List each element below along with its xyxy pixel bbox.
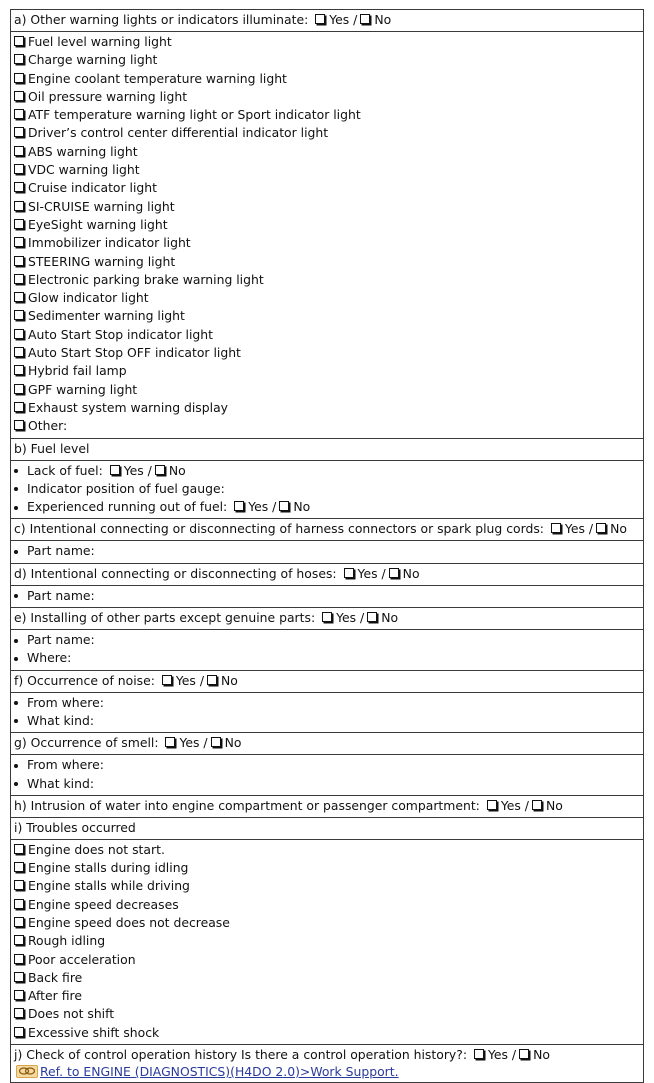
list-item [13, 271, 641, 289]
checkbox-icon[interactable] [14, 1008, 24, 1018]
yes-label: Yes [487, 1047, 508, 1063]
no-label: No [293, 499, 311, 515]
item-label: Sedimenter warning light [28, 308, 185, 324]
checkbox-icon[interactable] [315, 14, 325, 24]
checkbox-icon[interactable] [14, 292, 24, 302]
checkbox-icon[interactable] [14, 201, 24, 211]
item-label: Glow indicator light [28, 290, 149, 306]
item-label: Fuel level warning light [28, 34, 172, 49]
yes-no-choice: Yes / No [107, 463, 186, 478]
item-label: Oil pressure warning light [28, 88, 188, 104]
yes-no-choice: Yes / No [548, 521, 627, 536]
item-label: Engine stalls during idling [28, 860, 189, 876]
no-label: No [221, 672, 238, 688]
section-e-list [11, 629, 643, 670]
checkbox-icon[interactable] [14, 347, 24, 357]
bullet-icon [14, 764, 18, 768]
questionnaire-table [10, 9, 644, 1083]
checkbox-icon[interactable] [14, 73, 24, 83]
part-name-label: Part name: [27, 587, 95, 603]
section-a-header [11, 10, 643, 31]
checkbox-icon[interactable] [14, 146, 24, 156]
yes-label: Yes [123, 462, 144, 478]
list-item [13, 932, 641, 950]
item-label: Cruise indicator light [28, 180, 158, 196]
what-kind-label: What kind: [27, 775, 95, 791]
checkbox-icon[interactable] [14, 972, 24, 982]
list-item [13, 143, 641, 161]
bullet-icon [14, 701, 18, 705]
item-label: Exhaust system warning display [28, 399, 228, 415]
list-item [13, 161, 641, 179]
checkbox-icon[interactable] [211, 737, 221, 747]
lack-of-fuel-label: Lack of fuel: [27, 462, 103, 478]
yes-no-choice: Yes / No [319, 610, 398, 625]
section-i-header [11, 817, 643, 839]
no-label: No [374, 12, 392, 27]
checkbox-icon[interactable] [360, 14, 370, 24]
item-label: STEERING warning light [28, 253, 176, 269]
reference-row [14, 1063, 641, 1081]
section-f-title: f) Occurrence of noise: [14, 672, 155, 688]
item-label: Back fire [28, 969, 83, 985]
from-where-label: From where: [27, 757, 104, 773]
checkbox-icon[interactable] [14, 164, 24, 174]
yes-no-choice: Yes / No [341, 566, 420, 581]
item-label: VDC warning light [28, 162, 140, 178]
list-item [13, 33, 641, 51]
yes-label: Yes [500, 797, 521, 813]
bullet-icon [14, 469, 18, 473]
section-i-title: i) Troubles occurred [14, 819, 136, 835]
section-g-title: g) Occurrence of smell: [14, 735, 159, 751]
where-label: Where: [27, 650, 72, 666]
bullet-icon [14, 487, 18, 491]
checkbox-icon[interactable] [14, 109, 24, 119]
section-h-title: h) Intrusion of water into engine compartment or passenger compartment: [14, 797, 480, 813]
item-label: SI-CRUISE warning light [28, 198, 175, 214]
section-i-list [11, 839, 643, 1044]
yes-no-choice: Yes / No [159, 673, 238, 688]
yes-label: Yes [175, 672, 196, 688]
checkbox-icon[interactable] [14, 219, 24, 229]
list-item [13, 694, 641, 712]
list-item [13, 877, 641, 895]
section-b-title: b) Fuel level [14, 440, 90, 456]
no-label: No [610, 521, 627, 537]
list-item [13, 253, 641, 271]
yes-label: Yes [336, 610, 357, 626]
bullet-icon [14, 506, 18, 510]
checkbox-icon[interactable] [14, 237, 24, 247]
yes-no-choice: Yes / No [162, 735, 241, 750]
list-item [13, 631, 641, 649]
no-label: No [381, 610, 399, 626]
list-item [13, 1024, 641, 1042]
checkbox-icon[interactable] [519, 1049, 529, 1059]
checkbox-icon[interactable] [14, 310, 24, 320]
checkbox-icon[interactable] [344, 568, 354, 578]
bullet-icon [14, 657, 18, 661]
yes-no-choice: Yes / No [471, 1047, 550, 1062]
section-f-header [11, 670, 643, 692]
section-g-header [11, 732, 643, 754]
checkbox-icon[interactable] [14, 917, 24, 927]
item-label: Immobilizer indicator light [28, 235, 191, 251]
checkbox-icon[interactable] [165, 737, 175, 747]
checkbox-icon[interactable] [14, 182, 24, 192]
list-item [13, 344, 641, 362]
list-item [13, 216, 641, 234]
checkbox-icon[interactable] [162, 675, 172, 685]
bullet-icon [14, 782, 18, 786]
no-label: No [168, 462, 186, 478]
list-item [13, 841, 641, 859]
checkbox-icon[interactable] [110, 465, 120, 475]
section-d-header [11, 563, 643, 585]
checkbox-icon[interactable] [14, 880, 24, 890]
list-item [13, 775, 641, 793]
section-c-header [11, 518, 643, 540]
list-item [13, 498, 641, 516]
list-item [13, 362, 641, 380]
link-chain-icon[interactable] [16, 1065, 38, 1078]
list-item [13, 649, 641, 667]
list-item [13, 914, 641, 932]
list-item [13, 542, 641, 560]
item-label: Electronic parking brake warning light [28, 271, 264, 287]
checkbox-icon[interactable] [14, 274, 24, 284]
list-item [13, 399, 641, 417]
checkbox-icon[interactable] [14, 54, 24, 64]
checkbox-icon[interactable] [207, 675, 217, 685]
checkbox-icon[interactable] [551, 523, 561, 533]
section-c-list [11, 540, 643, 562]
item-label: ATF temperature warning light or Sport indicator light [28, 107, 361, 123]
bullet-icon [14, 639, 18, 643]
checkbox-icon[interactable] [155, 465, 165, 475]
yes-no-choice: Yes / No [231, 499, 310, 514]
yes-label: Yes [248, 499, 269, 515]
list-item [13, 70, 641, 88]
checkbox-icon[interactable] [14, 862, 24, 872]
item-label: GPF warning light [28, 381, 138, 397]
no-label: No [533, 1047, 550, 1063]
what-kind-label: What kind: [27, 712, 95, 728]
checkbox-icon[interactable] [14, 365, 24, 375]
list-item [13, 859, 641, 877]
item-label: Does not shift [28, 1006, 115, 1022]
section-e-title: e) Installing of other parts except genuine parts: [14, 610, 316, 626]
section-j-title: j) Check of control operation history Is there a control operation history?: [14, 1047, 468, 1063]
checkbox-icon[interactable] [14, 899, 24, 909]
list-item [13, 124, 641, 142]
checkbox-icon[interactable] [322, 612, 332, 622]
item-label: Other: [28, 418, 68, 434]
list-item [13, 462, 641, 480]
list-item [13, 417, 641, 435]
list-item [13, 307, 641, 325]
list-item [13, 480, 641, 498]
checkbox-icon[interactable] [367, 612, 377, 622]
checkbox-icon[interactable] [14, 256, 24, 266]
list-item [13, 198, 641, 216]
section-g-list [11, 754, 643, 795]
checkbox-icon[interactable] [532, 800, 542, 810]
item-label: EyeSight warning light [28, 216, 168, 232]
checkbox-icon[interactable] [487, 800, 497, 810]
checkbox-icon[interactable] [14, 127, 24, 137]
checkbox-icon[interactable] [14, 36, 24, 46]
item-label: Hybrid fail lamp [28, 363, 127, 379]
list-item [13, 88, 641, 106]
section-c-title: c) Intentional connecting or disconnecting of harness connectors or spark plug cords: [14, 521, 544, 537]
yes-label: Yes [357, 565, 378, 581]
checkbox-icon[interactable] [14, 420, 24, 430]
checkbox-icon[interactable] [14, 990, 24, 1000]
list-item [13, 987, 641, 1005]
checkbox-icon[interactable] [474, 1049, 484, 1059]
item-label: Engine speed does not decrease [28, 914, 230, 930]
yes-label: Yes [329, 12, 350, 27]
item-label: Poor acceleration [28, 951, 136, 967]
section-h-header [11, 795, 643, 817]
from-where-label: From where: [27, 694, 104, 710]
section-j-header [11, 1044, 643, 1082]
checkbox-icon[interactable] [14, 384, 24, 394]
list-item [13, 381, 641, 399]
list-item [13, 969, 641, 987]
checkbox-icon[interactable] [14, 402, 24, 412]
checkbox-icon[interactable] [14, 935, 24, 945]
list-item [13, 51, 641, 69]
list-item [13, 179, 641, 197]
bullet-icon [14, 550, 18, 554]
yes-label: Yes [564, 521, 585, 537]
item-label: Driver’s control center differential indicator light [28, 125, 329, 141]
list-item [13, 896, 641, 914]
checkbox-icon[interactable] [234, 501, 244, 511]
section-f-list [11, 692, 643, 733]
list-item [13, 756, 641, 774]
section-d-title: d) Intentional connecting or disconnecting of hoses: [14, 565, 337, 581]
part-name-label: Part name: [27, 543, 95, 559]
list-item [13, 1005, 641, 1023]
checkbox-icon[interactable] [14, 1027, 24, 1037]
section-a-title: a) Other warning lights or indicators illuminate: [14, 12, 309, 27]
fuel-gauge-label: Indicator position of fuel gauge: [27, 480, 225, 496]
checkbox-icon[interactable] [389, 568, 399, 578]
engine-diagnostics-link[interactable]: Ref. to ENGINE (DIAGNOSTICS)(H4DO 2.0)>Work Support. [40, 1064, 399, 1080]
list-item [13, 326, 641, 344]
section-b-header [11, 438, 643, 460]
section-e-header [11, 607, 643, 629]
item-label: Auto Start Stop OFF indicator light [28, 345, 241, 361]
item-label: Engine coolant temperature warning light [28, 70, 287, 86]
checkbox-icon[interactable] [596, 523, 606, 533]
section-d-list [11, 585, 643, 607]
ran-out-label: Experienced running out of fuel: [27, 499, 228, 515]
checkbox-icon[interactable] [14, 844, 24, 854]
item-label: Excessive shift shock [28, 1024, 160, 1040]
section-a-list [11, 31, 643, 438]
item-label: ABS warning light [28, 143, 138, 159]
item-label: After fire [28, 988, 82, 1004]
checkbox-icon[interactable] [14, 91, 24, 101]
no-label: No [545, 797, 563, 813]
list-item [13, 712, 641, 730]
item-label: Charge warning light [28, 52, 158, 68]
yes-no-choice: Yes / No [484, 798, 563, 813]
yes-label: Yes [179, 735, 200, 751]
list-item [13, 106, 641, 124]
item-label: Rough idling [28, 933, 106, 949]
item-label: Engine does not start. [28, 841, 165, 857]
bullet-icon [14, 594, 18, 598]
list-item [13, 234, 641, 252]
section-b-list [11, 460, 643, 519]
checkbox-icon[interactable] [14, 954, 24, 964]
bullet-icon [14, 719, 18, 723]
no-label: No [224, 735, 242, 751]
list-item [13, 289, 641, 307]
no-label: No [402, 565, 420, 581]
checkbox-icon[interactable] [279, 501, 289, 511]
item-label: Engine stalls while driving [28, 878, 190, 894]
part-name-label: Part name: [27, 632, 95, 648]
checkbox-icon[interactable] [14, 329, 24, 339]
list-item [13, 587, 641, 605]
item-label: Engine speed decreases [28, 896, 179, 912]
yes-no-choice: Yes / No [312, 12, 391, 27]
list-item [13, 951, 641, 969]
item-label: Auto Start Stop indicator light [28, 326, 213, 342]
